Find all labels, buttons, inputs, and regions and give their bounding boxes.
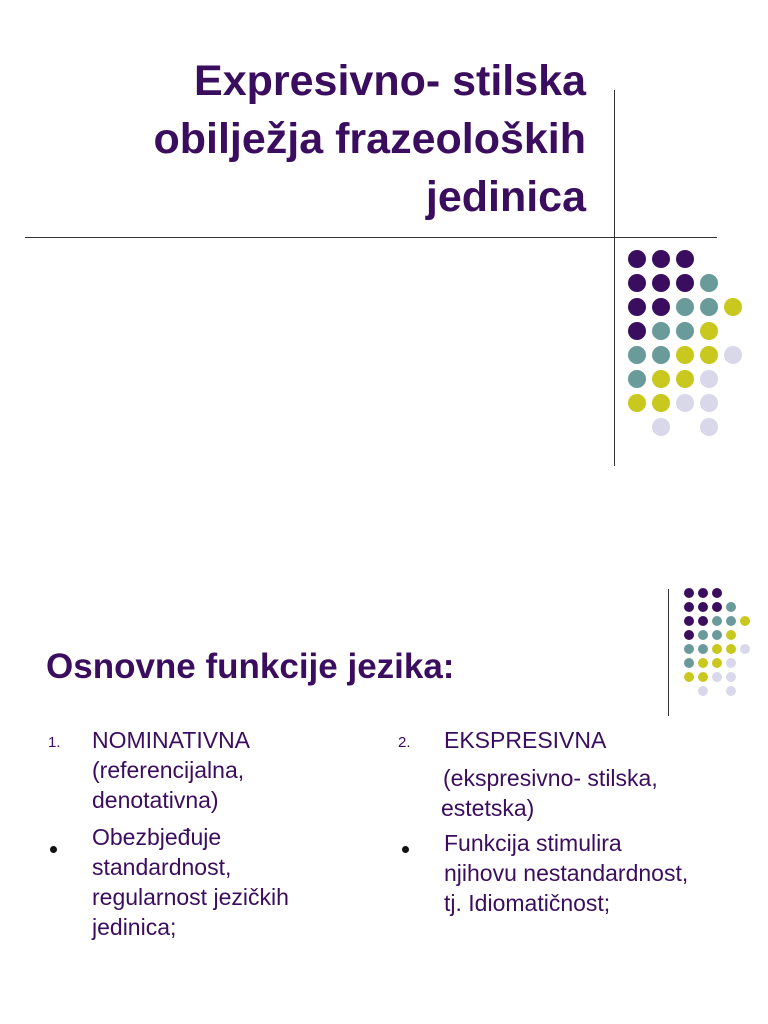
decorative-dot (700, 346, 718, 364)
decorative-dot (676, 322, 694, 340)
left-heading-line-1: NOMINATIVNA (92, 727, 251, 753)
decorative-dot (652, 370, 670, 388)
decorative-dot (740, 616, 750, 626)
decorative-dot (684, 658, 694, 668)
left-heading-line-2: (referencijalna, (92, 757, 245, 783)
decorative-dot (676, 274, 694, 292)
title-line-1: Expresivno- stilska (194, 57, 586, 105)
decorative-dot (726, 602, 736, 612)
decorative-dot (712, 672, 722, 682)
decorative-dot (700, 394, 718, 412)
decorative-dot (698, 616, 708, 626)
decorative-dot (700, 322, 718, 340)
decorative-dot (628, 250, 646, 268)
decorative-dot (698, 658, 708, 668)
slide-1-title (26, 52, 586, 226)
decorative-dot (724, 298, 742, 316)
decorative-dot (652, 418, 670, 436)
decorative-dot (628, 394, 646, 412)
slide-2-title: Osnovne funkcije jezika: (46, 647, 455, 686)
right-heading-line-1-wrap (444, 725, 606, 755)
decorative-dot (676, 346, 694, 364)
decorative-dot (652, 346, 670, 364)
left-heading-line-3: denotativna) (92, 787, 219, 813)
decorative-dot (684, 616, 694, 626)
decorative-dot (726, 616, 736, 626)
title-line-3: jedinica (425, 173, 586, 221)
decorative-dot (628, 274, 646, 292)
decorative-dot (700, 298, 718, 316)
decorative-dot (712, 602, 722, 612)
decorative-dot (676, 370, 694, 388)
decorative-dot (628, 322, 646, 340)
decorative-dot (712, 658, 722, 668)
right-bullet-line-2: njihovu nestandardnost, (444, 860, 689, 886)
decorative-dot (676, 250, 694, 268)
decorative-dot (712, 588, 722, 598)
decorative-dot (712, 616, 722, 626)
right-heading-rest (441, 763, 658, 823)
decorative-dot (698, 602, 708, 612)
decorative-dot (726, 644, 736, 654)
vertical-divider (614, 90, 615, 466)
decorative-dot (726, 630, 736, 640)
decorative-dot (652, 274, 670, 292)
decorative-dot (724, 346, 742, 364)
right-heading-line-3: estetska) (441, 795, 535, 821)
decorative-dot (628, 370, 646, 388)
left-bullet-line-4: jedinica; (92, 914, 177, 940)
decorative-dot (726, 658, 736, 668)
decorative-dot (628, 298, 646, 316)
right-heading-line-2: (ekspresivno- stilska, (443, 765, 658, 791)
bullet-right (402, 846, 409, 853)
decorative-dot (652, 322, 670, 340)
decorative-dot (684, 644, 694, 654)
list-number-1: 1. (48, 734, 61, 751)
list-number-2: 2. (398, 734, 411, 751)
decorative-dot (684, 588, 694, 598)
decorative-dot (712, 630, 722, 640)
decorative-dot (726, 672, 736, 682)
bullet-left (50, 846, 57, 853)
decorative-dot (676, 394, 694, 412)
decorative-dot (684, 672, 694, 682)
right-bullet-line-1: Funkcija stimulira (444, 830, 622, 856)
decorative-dot (652, 394, 670, 412)
left-bullet-line-2: standardnost, (92, 854, 232, 880)
decorative-dot (698, 588, 708, 598)
decorative-dot (628, 346, 646, 364)
decorative-dot (698, 630, 708, 640)
decorative-dot (698, 672, 708, 682)
decorative-dot (712, 644, 722, 654)
left-bullet-line-3: regularnost jezičkih (92, 884, 289, 910)
decorative-dot (684, 602, 694, 612)
decorative-dot (700, 274, 718, 292)
decorative-dot (684, 630, 694, 640)
decorative-dot (676, 298, 694, 316)
decorative-dot (652, 250, 670, 268)
title-line-2: obilježja frazeoloških (153, 115, 586, 163)
decorative-dot (698, 686, 708, 696)
slide-2 (0, 512, 768, 1024)
right-heading-line-1: EKSPRESIVNA (444, 727, 607, 753)
decorative-dot (700, 418, 718, 436)
left-bullet-line-1: Obezbjeđuje (92, 824, 222, 850)
vertical-divider-small (668, 589, 669, 716)
decorative-dot (726, 686, 736, 696)
left-bullet-text (92, 822, 289, 942)
decorative-dot (652, 298, 670, 316)
decorative-dot (700, 370, 718, 388)
right-bullet-line-3: tj. Idiomatičnost; (444, 890, 611, 916)
left-heading (92, 725, 250, 815)
right-bullet-text (444, 828, 688, 918)
decorative-dot (740, 644, 750, 654)
decorative-dot (698, 644, 708, 654)
